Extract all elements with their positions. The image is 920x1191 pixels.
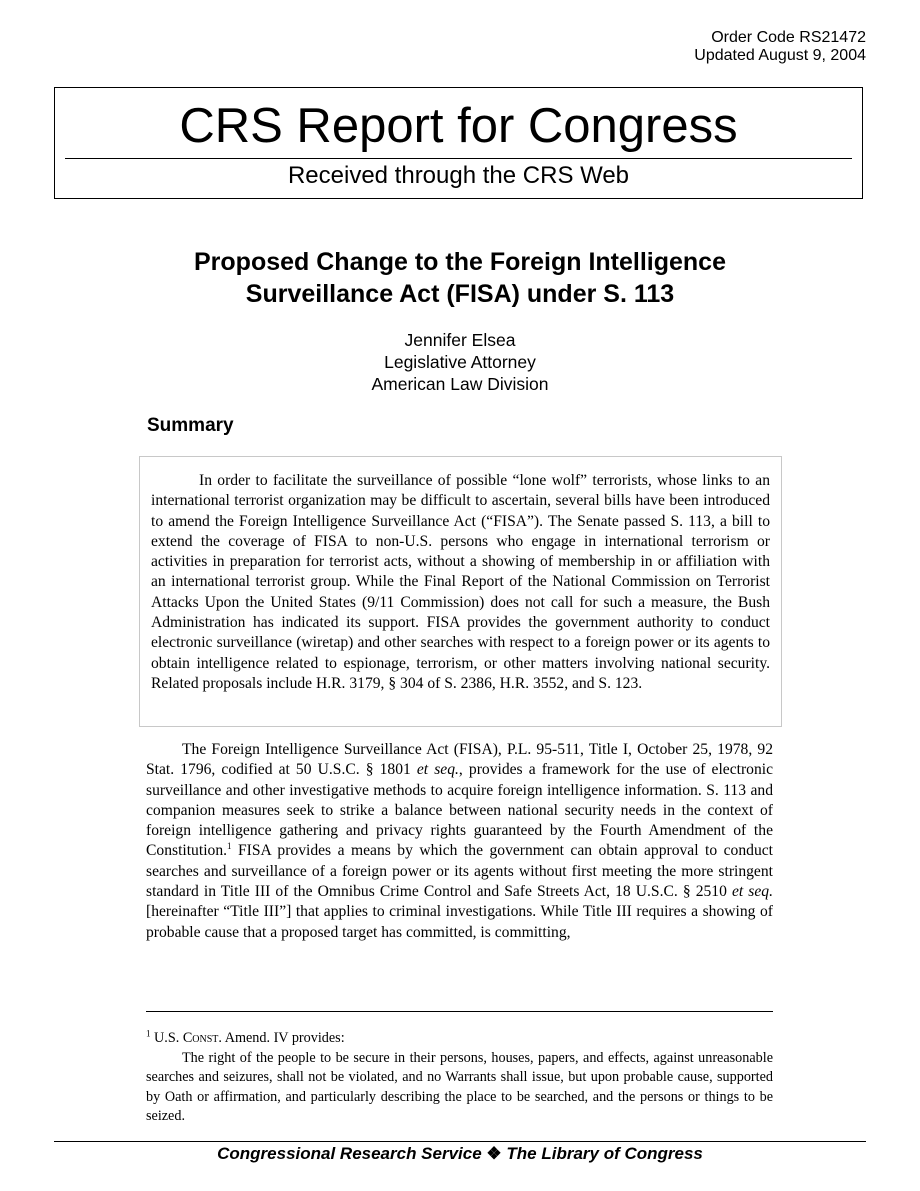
page-footer [0,1143,920,1165]
report-header-title: CRS Report for Congress [179,99,738,153]
footnote-const: Const [182,1030,219,1046]
footer-left: Congressional Research Service [217,1144,482,1163]
footnote-lead-text: U.S. [150,1030,183,1046]
document-title [100,246,820,310]
document-title-line-2: Surveillance Act (FISA) under S. 113 [245,280,675,308]
report-header [54,87,863,199]
updated-date: Updated August 9, 2004 [694,47,866,64]
summary-heading: Summary [147,415,234,436]
header-divider [65,158,852,159]
footnote [146,1029,773,1127]
body-italic-et-seq: et seq. [731,883,773,901]
footnote-lead [146,1029,773,1049]
body-text-segment: , provides a framework for the use of electronic surveillance and other investigative methods to acquire foreign intelligence information. S. 113 and companion measures seek to strike a balance between national security needs in the context of foreign intelligence gathering and privacy rights guaranteed by the Fourth Amendment of the Constitution. [146,761,774,860]
author-name: Jennifer Elsea [404,330,516,350]
author-block [260,329,660,395]
author-division: American Law Division [371,374,549,394]
footnote-lead-rest: . Amend. IV provides: [218,1030,345,1046]
order-info [466,29,866,65]
footer-right: The Library of Congress [506,1144,703,1163]
footer-divider [54,1141,866,1142]
footnote-reference[interactable]: 1 [227,841,232,852]
summary-box [139,456,782,727]
footnote-quote: The right of the people to be secure in their persons, houses, papers, and effects, against unreasonable searches and seizures, shall not be violated, and no Warrants shall issue, but upon probable cause, supported by Oath or affirmation, and particularly describing the place to be searched, and the persons or things to be seized. [146,1049,773,1125]
diamond-icon: ❖ [486,1144,502,1163]
report-header-subtitle: Received through the CRS Web [287,162,630,189]
footnote-number: 1 [146,1028,151,1039]
body-italic-et-seq: et seq. [416,761,459,779]
body-text-segment: FISA provides a means by which the government can obtain approval to conduct searches and surveillance of a foreign power or its agents without first meeting the more stringent standard in Title III of the Omnibus Crime Control and Safe Streets Act, 18 U.S.C. § 2510 [146,842,773,901]
summary-text: In order to facilitate the surveillance of possible “lone wolf” terrorists, whose links to an international terrorist organization may be difficult to ascertain, several bills have been introduced to amend the Foreign Intelligence Surveillance Act (“FISA”). The Senate passed S. 113, a bill to extend the coverage of FISA to non-U.S. persons who engage in international terrorism or activities in preparation for terrorist acts, without a showing of membership in or affiliation with an international terrorist group. While the Final Report of the National Commission on Terrorist Attacks Upon the United States (9/11 Commission) does not call for such a measure, the Bush Administration has indicated its support. FISA provides the government authority to conduct electronic surveillance (wiretap) and other searches with respect to a foreign power or its agents to obtain intelligence related to espionage, terrorism, or other matters involving national security. Related proposals include H.R. 3179, § 304 of S. 2386, H.R. 3552, and S. 123. [151,472,770,692]
footnote-divider [146,1011,773,1012]
body-text-segment: [hereinafter “Title III”] that applies to criminal investigations. While Title III requires a showing of probable cause that a proposed target has committed, is committing, [146,903,773,941]
body-paragraph-1 [146,740,773,943]
author-title: Legislative Attorney [384,352,536,372]
body-text [146,740,773,943]
order-code: Order Code RS21472 [711,29,866,46]
document-title-line-1: Proposed Change to the Foreign Intelligence [194,248,726,276]
body-text-segment: The Foreign Intelligence Surveillance Act (FISA), P.L. 95-511, Title I, October 25, 1978, 92 Stat. 1796, codified at 50 U.S.C. § 1801 [146,741,773,779]
